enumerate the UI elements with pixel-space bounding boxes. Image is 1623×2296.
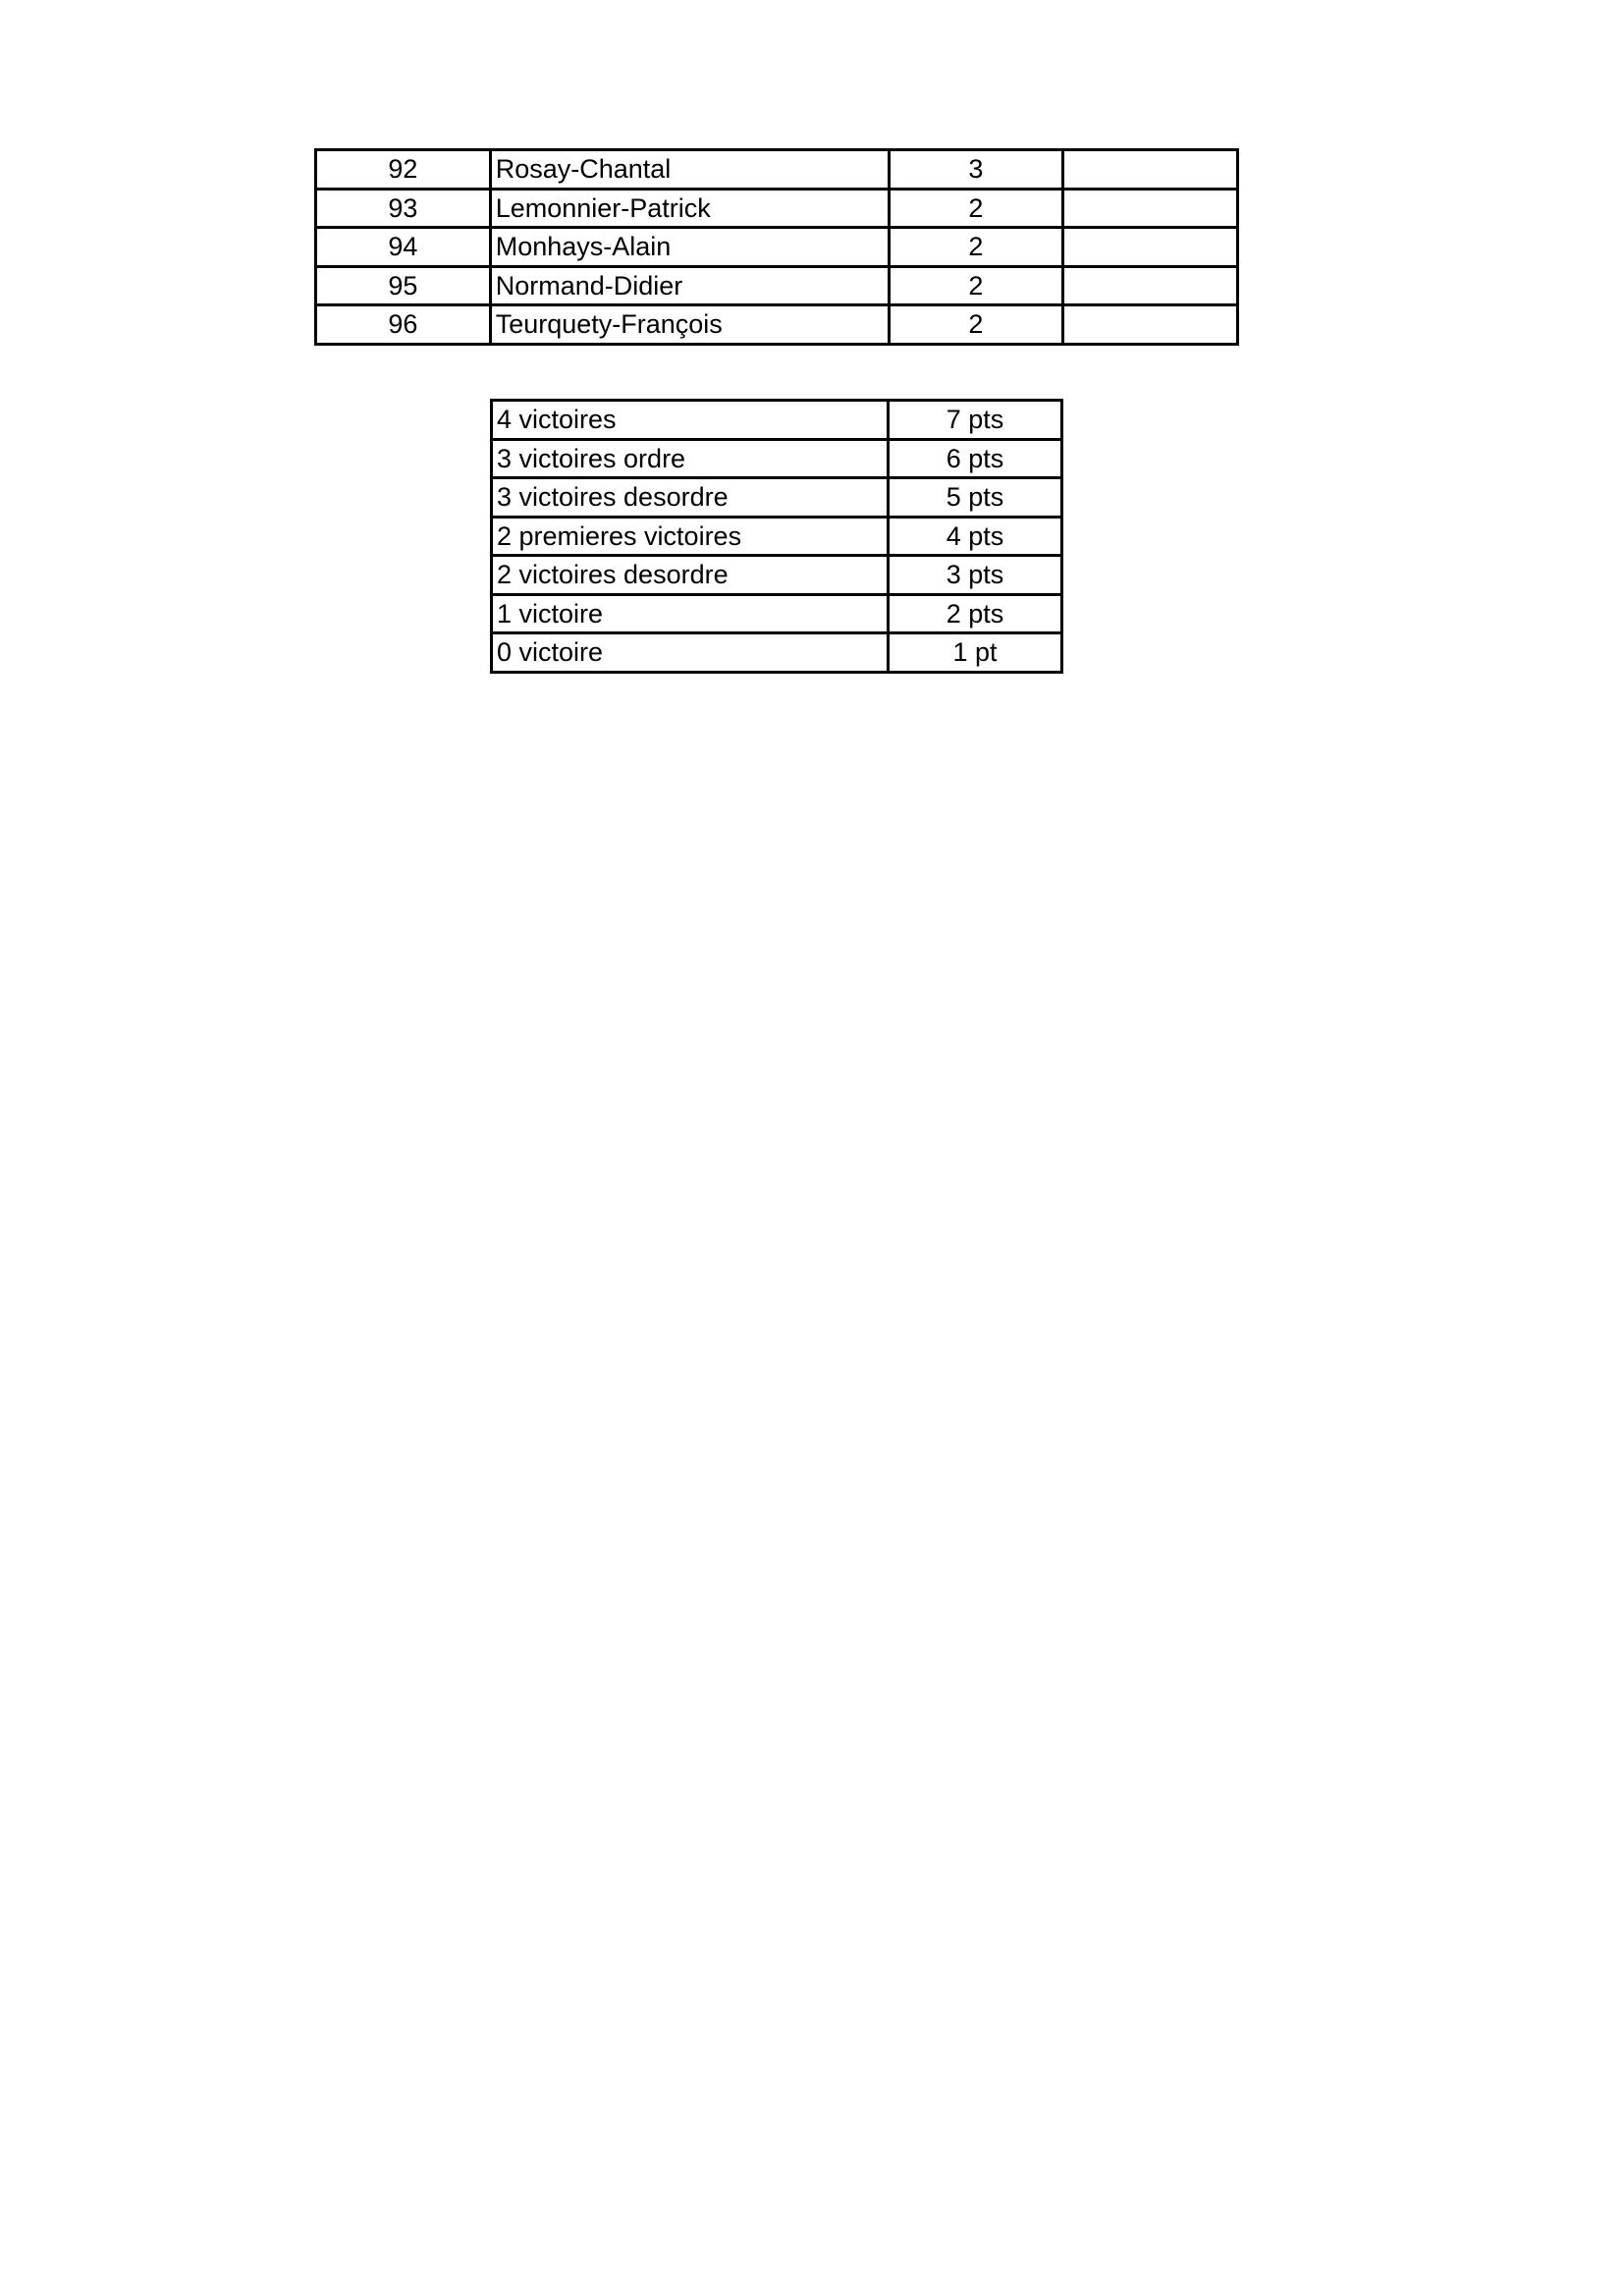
table-row [316, 305, 1238, 345]
points-cell: 6 pts [889, 439, 1062, 478]
table-row [316, 266, 1238, 305]
player-name-cell: Monhays-Alain [490, 228, 889, 267]
empty-cell [1063, 189, 1238, 228]
result-label-cell: 0 victoire [492, 633, 889, 673]
rank-cell: 92 [316, 150, 491, 190]
table-row [492, 556, 1062, 595]
player-name-cell: Lemonnier-Patrick [490, 189, 889, 228]
table-row [316, 228, 1238, 267]
rank-cell: 93 [316, 189, 491, 228]
points-cell: 2 pts [889, 594, 1062, 633]
ranking-table [314, 148, 1239, 346]
table-row [492, 401, 1062, 440]
table-row [492, 633, 1062, 673]
player-name-cell: Normand-Didier [490, 266, 889, 305]
score-cell: 2 [889, 305, 1063, 345]
points-scale-table [490, 399, 1063, 674]
player-name-cell: Teurquety-François [490, 305, 889, 345]
points-cell: 1 pt [889, 633, 1062, 673]
empty-cell [1063, 150, 1238, 190]
points-cell: 3 pts [889, 556, 1062, 595]
score-cell: 2 [889, 189, 1063, 228]
result-label-cell: 4 victoires [492, 401, 889, 440]
table-row [316, 150, 1238, 190]
score-cell: 2 [889, 228, 1063, 267]
player-name-cell: Rosay-Chantal [490, 150, 889, 190]
result-label-cell: 1 victoire [492, 594, 889, 633]
points-cell: 4 pts [889, 517, 1062, 556]
empty-cell [1063, 305, 1238, 345]
table-row [492, 594, 1062, 633]
rank-cell: 96 [316, 305, 491, 345]
empty-cell [1063, 266, 1238, 305]
table-row [316, 189, 1238, 228]
score-cell: 2 [889, 266, 1063, 305]
empty-cell [1063, 228, 1238, 267]
points-cell: 7 pts [889, 401, 1062, 440]
result-label-cell: 2 premieres victoires [492, 517, 889, 556]
result-label-cell: 3 victoires ordre [492, 439, 889, 478]
table-row [492, 517, 1062, 556]
score-cell: 3 [889, 150, 1063, 190]
table-row [492, 478, 1062, 518]
rank-cell: 95 [316, 266, 491, 305]
rank-cell: 94 [316, 228, 491, 267]
points-cell: 5 pts [889, 478, 1062, 518]
result-label-cell: 2 victoires desordre [492, 556, 889, 595]
table-row [492, 439, 1062, 478]
result-label-cell: 3 victoires desordre [492, 478, 889, 518]
